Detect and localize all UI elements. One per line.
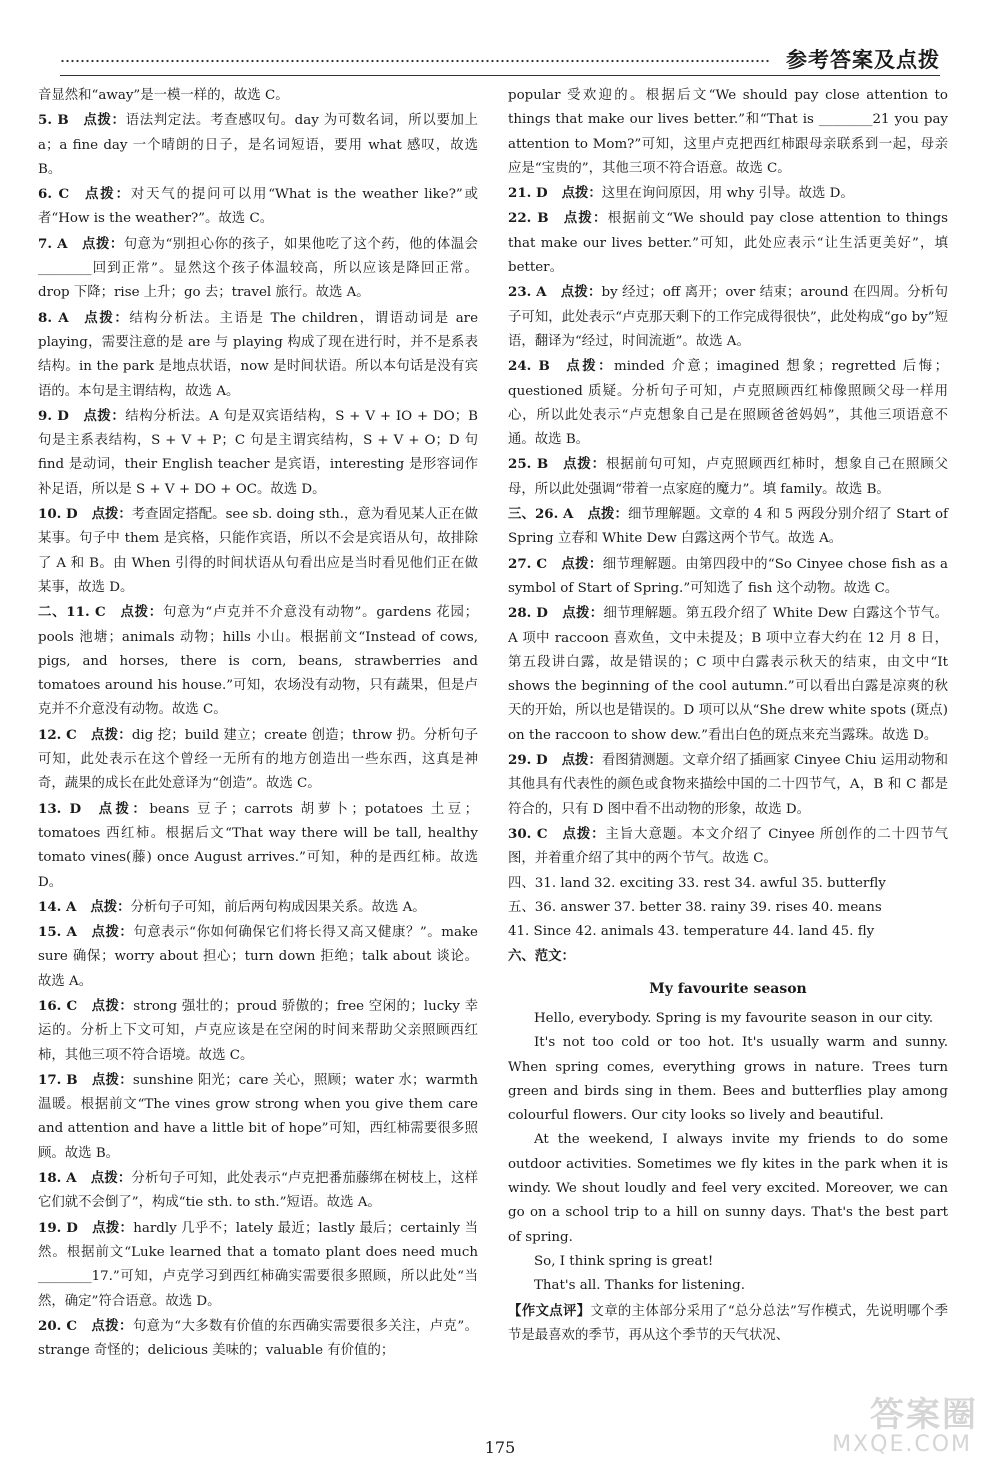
essay-title: My favourite season bbox=[649, 980, 807, 997]
answer-number: 22. B bbox=[508, 210, 549, 227]
fill-in-answers bbox=[508, 872, 948, 945]
answer-item bbox=[38, 1216, 478, 1314]
tip-label: 点拨： bbox=[563, 358, 615, 375]
tip-label: 点拨： bbox=[81, 235, 124, 252]
header-rule bbox=[60, 75, 940, 76]
header-dotted-rule bbox=[60, 58, 770, 64]
answer-row-5b: 41. Since 42. animals 43. temperature 44. land 45. fly bbox=[508, 924, 875, 940]
explanation-text: minded 介意；imagined 想象；regretted 后悔；questioned 质疑。分析句子可知，卢克照顾西红柿像照顾父母一样用心，所以此处表示“卢克想象自己是在照顾爸爸妈妈”，其他三项语意不通。故选 B。 bbox=[508, 359, 948, 448]
tip-label: 点拨： bbox=[82, 407, 126, 424]
answer-item bbox=[508, 748, 948, 822]
explanation-text: sunshine 阳光；care 关心，照顾；water 水；warmth 温暖。根据前文“The vines grow strong when you give them care and attention and have a little bit of hope”可知，西红柿需要很多照顾。故选 B。 bbox=[38, 1072, 479, 1161]
answer-number: 21. D bbox=[508, 185, 548, 202]
tip-label: 点拨： bbox=[90, 924, 134, 941]
header-title: 参考答案及点拨 bbox=[786, 47, 940, 72]
answer-item bbox=[38, 1068, 478, 1166]
answer-item bbox=[38, 600, 478, 722]
answer-number: 29. D bbox=[508, 752, 548, 769]
essay-paragraph: That's all. Thanks for listening. bbox=[534, 1278, 745, 1294]
essay-comment-text: 文章的主体部分采用了“总分总法”写作模式，先说明哪个季节是最喜欢的季节，再从这个季节的天气状况、 bbox=[508, 1303, 948, 1343]
tip-label: 点拨： bbox=[90, 1170, 132, 1187]
explanation-text: 语法判定法。考查感叹句。day 为可数名词，所以要加上 a；a fine day 一个晴朗的日子，是名词短语，要用 what 感叹，故选 B。 bbox=[38, 113, 479, 177]
answer-item bbox=[38, 232, 478, 306]
answer-item bbox=[508, 206, 948, 280]
tip-label: 点拨： bbox=[83, 186, 131, 203]
answer-number: 5. B bbox=[38, 112, 69, 129]
tip-label: 点拨： bbox=[560, 284, 602, 301]
explanation-text: 分析句子可知，此处表示“卢克把番茄藤绑在树枝上，这样它们就不会倒了”，构成“tie sth. to sth.”短语。故选 A。 bbox=[38, 1171, 478, 1211]
answer-item bbox=[38, 182, 478, 232]
explanation-text: strong 强壮的；proud 骄傲的；free 空闲的；lucky 幸运的。分析上下文可知，卢克应该是在空闲的时间来帮助父亲照顾西红柿，其他三项不符合语境。故选 C。 bbox=[38, 998, 479, 1063]
right-column bbox=[508, 84, 948, 1348]
answer-continued-text: popular 受欢迎的。根据后文“We should pay close attention to things that make our lives better.”和“That is ________21 you pay attention to Mom?”可知，这里卢克把西红柿跟母亲联系到一起，母亲应是“宝贵的”，其他三项不符合语意。故选 C。 bbox=[508, 88, 948, 176]
answer-number: 7. A bbox=[38, 235, 68, 252]
essay-paragraph: At the weekend, I always invite my friends to do some outdoor activities. Sometimes we fly kites in the park when it is windy. We shout loudly and feel very excited. Moreover, we can go on a school trip to a hill on sunny days. That's the best part of spring. bbox=[508, 1132, 948, 1245]
tip-label: 点拨： bbox=[82, 112, 126, 129]
answer-item bbox=[38, 404, 478, 502]
answer-item bbox=[38, 920, 478, 994]
page-number: 175 bbox=[484, 1438, 516, 1457]
tip-label: 点拨： bbox=[561, 605, 604, 622]
essay-comment-label: 【作文点评】 bbox=[508, 1302, 591, 1319]
watermark-logo: 答案圈 bbox=[870, 1395, 978, 1435]
answer-number: 12. C bbox=[38, 726, 77, 743]
answer-number: 20. C bbox=[38, 1317, 78, 1334]
explanation-text: 结构分析法。A 句是双宾语结构，S + V + IO + DO；B 句是主系表结构，S + V + P；C 句是主谓宾结构，S + V + O；D 句 find 是动词，their English teacher 是宾语，interesting 是形容词作补足语，所以是 S + V + DO + OC。故选 D。 bbox=[38, 408, 478, 497]
answer-item bbox=[38, 1314, 478, 1364]
tip-label: 点拨： bbox=[82, 309, 130, 326]
answer-item bbox=[508, 181, 948, 206]
tip-label: 点拨： bbox=[561, 185, 602, 202]
tip-label: 点拨： bbox=[91, 1219, 134, 1236]
answer-item bbox=[38, 723, 478, 797]
tip-label: 点拨： bbox=[91, 1071, 133, 1088]
left-column bbox=[38, 84, 478, 1363]
explanation-text: 句意为“卢克并不介意没有动物”。gardens 花园；pools 池塘；animals 动物；hills 小山。根据前文“Instead of cows, pigs, and horses, there is corn, beans, strawberries and tomatoes around his house.”可知，农场没有动物，只有蔬果，但是卢克并不介意没有动物。故选 C。 bbox=[38, 605, 478, 718]
right-answer-list bbox=[508, 84, 948, 872]
explanation-text: 细节理解题。文章的 4 和 5 两段分别介绍了 Start of Spring 立春和 White Dew 白露这两个节气。故选 A。 bbox=[508, 507, 948, 547]
tip-label: 点拨： bbox=[95, 800, 150, 817]
explanation-text: 句意为“别担心你的孩子，如果他吃了这个药，他的体温会________回到正常”。显然这个孩子体温较高，所以应该是降回正常。drop 下降；rise 上升；go 去；travel 旅行。故选 A。 bbox=[38, 236, 479, 301]
explanation-text: 这里在询问原因，用 why 引导。故选 D。 bbox=[601, 186, 854, 202]
answer-item bbox=[508, 452, 948, 502]
answer-number: 28. D bbox=[508, 605, 548, 622]
answer-number: 30. C bbox=[508, 825, 548, 842]
answer-number: 三、26. A bbox=[508, 506, 574, 523]
answer-number: 6. C bbox=[38, 186, 70, 203]
answer-number: 24. B bbox=[508, 358, 550, 375]
answer-item bbox=[38, 502, 478, 600]
tip-label: 点拨： bbox=[119, 604, 163, 621]
essay-paragraph: It's not too cold or too hot. It's usually warm and sunny. When spring comes, everything grows in nature. Trees turn green and birds sing in them. Bees and butterflies play among colourful flowers. Our city looks so lively and beautiful. bbox=[508, 1035, 948, 1124]
answer-number: 17. B bbox=[38, 1071, 78, 1088]
explanation-text: 对天气的提问可以用“What is the weather like?”或者“How is the weather?”。故选 C。 bbox=[38, 187, 478, 227]
explanation-text: 看图猜测题。文章介绍了插画家 Cinyee Chiu 运用动物和其他具有代表性的颜色或食物来描绘中国的二十四节气，A，B 和 C 都是符合的，只有 D 图中看不出动物的形象，故选 D。 bbox=[508, 753, 948, 817]
explanation-text: 结构分析法。主语是 The children，谓语动词是 are playing，需要注意的是 are 与 playing 构成了现在进行时，并不是系表结构。in the park 是地点状语，now 是时间状语。所以本句话是没有宾语的。本句是主谓结构，故选 A。 bbox=[38, 310, 479, 399]
tip-label: 点拨： bbox=[562, 210, 608, 227]
answer-item bbox=[38, 797, 478, 895]
tip-label: 点拨： bbox=[561, 752, 602, 769]
answer-number: 13. D bbox=[38, 800, 82, 817]
answer-item bbox=[508, 280, 948, 354]
answer-row-4: 四、31. land 32. exciting 33. rest 34. awful 35. butterfly bbox=[508, 875, 886, 891]
answer-number: 25. B bbox=[508, 456, 549, 473]
explanation-text: beans 豆子；carrots 胡萝卜；potatoes 土豆；tomatoes 西红柿。根据后文“That way there will be tall, healthy tomato vines(藤) once August arrives.”可知，种的是西红柿。故选 D。 bbox=[38, 801, 478, 890]
answer-number: 18. A bbox=[38, 1170, 77, 1187]
explanation-text: 句意为“大多数有价值的东西确实需要很多关注，卢克”。strange 奇怪的；delicious 美味的；valuable 有价值的； bbox=[38, 1318, 478, 1359]
answer-continued-text: 音显然和“away”是一模一样的，故选 C。 bbox=[38, 88, 289, 103]
essay-paragraph: So, I think spring is great! bbox=[534, 1253, 714, 1269]
answer-item bbox=[508, 822, 948, 872]
answer-item bbox=[38, 1166, 478, 1216]
model-essay bbox=[508, 944, 948, 1348]
tip-label: 点拨： bbox=[562, 456, 606, 473]
explanation-text: 主旨大意题。本文介绍了 Cinyee 所创作的二十四节气图，并着重介绍了其中的两个节气。故选 C。 bbox=[508, 826, 949, 867]
explanation-text: 细节理解题。由第四段中的“So Cinyee chose fish as a symbol of Start of Spring.”可知选了 fish 这个动物。故选 C。 bbox=[508, 556, 948, 596]
tip-label: 点拨： bbox=[90, 726, 132, 743]
explanation-text: hardly 几乎不；lately 最近；lastly 最后；certainly 当然。根据前文“Luke learned that a tomato plant does need much ________17.”可知，卢克学习到西红柿确实需要很多照顾，所以此处“当然，确定”符合语意。故选 D。 bbox=[38, 1220, 479, 1309]
tip-label: 点拨： bbox=[90, 898, 131, 915]
explanation-text: dig 挖；build 建立；create 创造；throw 扔。分析句子可知，此处表示在这个曾经一无所有的地方创造出一些东西，这真是神奇，蔬果的成长在此处意译为“创造”。故选 C。 bbox=[38, 727, 478, 792]
answer-item bbox=[38, 994, 478, 1068]
tip-label: 点拨： bbox=[561, 825, 606, 842]
answer-item bbox=[508, 84, 948, 181]
answer-item bbox=[508, 354, 948, 452]
answer-item bbox=[508, 601, 948, 748]
answer-number: 8. A bbox=[38, 309, 69, 326]
explanation-text: 句意表示“你如何确保它们将长得又高又健康？”。make sure 确保；worry about 担心；turn down 拒绝；talk about 谈论。故选 A。 bbox=[38, 925, 478, 989]
answer-row-5: 五、36. answer 37. better 38. rainy 39. rises 40. means bbox=[508, 899, 882, 915]
answer-number: 10. D bbox=[38, 506, 78, 523]
watermark-site: MXQE.COM bbox=[832, 1432, 972, 1457]
answer-item bbox=[38, 895, 478, 920]
tip-label: 点拨： bbox=[91, 997, 134, 1014]
watermark bbox=[808, 1387, 978, 1457]
answer-item bbox=[38, 306, 478, 404]
answer-number: 16. C bbox=[38, 997, 78, 1014]
answer-number: 23. A bbox=[508, 284, 547, 301]
answer-item bbox=[38, 84, 478, 108]
explanation-text: 根据前文“We should pay close attention to things that make our lives better.”可知，此处应表示“让生活更美好”，填 better。 bbox=[508, 211, 948, 276]
answer-number: 二、11. C bbox=[38, 604, 106, 621]
answer-item bbox=[38, 108, 478, 182]
tip-label: 点拨： bbox=[91, 506, 132, 523]
explanation-text: 分析句子可知，前后两句构成因果关系。故选 A。 bbox=[130, 899, 426, 915]
tip-label: 点拨： bbox=[561, 555, 603, 572]
explanation-text: 根据前句可知，卢克照顾西红柿时，想象自己在照顾父母，所以此处强调“带着一点家庭的魔力”。填 family。故选 B。 bbox=[508, 457, 949, 497]
essay-comment bbox=[508, 1299, 948, 1349]
explanation-text: 考查固定搭配。see sb. doing sth.，意为看见某人正在做某事。句子中 them 是宾格，只能作宾语，所以不会是宾语从句，故排除了 A 和 B。由 When 引得的时间状语从句看出应是当时看见他们正在做某事，故选 D。 bbox=[38, 507, 478, 595]
explanation-text: by 经过；off 离开；over 结束；around 在四周。分析句子可知，此处表示“卢克那天剩下的工作完成得很快”，此处构成“go by”短语，翻译为“经过，时间流逝”。故选 A。 bbox=[508, 285, 948, 349]
tip-label: 点拨： bbox=[587, 506, 629, 523]
answer-number: 19. D bbox=[38, 1219, 78, 1236]
page-header bbox=[60, 44, 940, 76]
answer-number: 14. A bbox=[38, 898, 77, 915]
essay-section-label: 六、范文： bbox=[508, 948, 575, 965]
answer-item bbox=[508, 502, 948, 552]
answer-number: 15. A bbox=[38, 924, 77, 941]
answer-number: 27. C bbox=[508, 555, 547, 572]
essay-paragraph: Hello, everybody. Spring is my favourite season in our city. bbox=[534, 1010, 934, 1026]
answer-item bbox=[508, 552, 948, 602]
tip-label: 点拨： bbox=[91, 1317, 133, 1334]
answer-number: 9. D bbox=[38, 407, 69, 424]
explanation-text: 细节理解题。第五段介绍了 White Dew 白露这个节气。A 项中 raccoon 喜欢鱼，文中未提及；B 项中立春大约在 12 月 8 日，第五段讲白露，故是错误的；C 项中白露表示秋天的结束，由文中“It shows the beginning of the cool autumn.”可以看出白露是凉爽的秋天的开始，所以也是错误的。D 项可以从“She drew white spots (斑点) on the raccoon to show dew.”看出白色的斑点来充当露珠。故选 D。 bbox=[508, 606, 949, 743]
